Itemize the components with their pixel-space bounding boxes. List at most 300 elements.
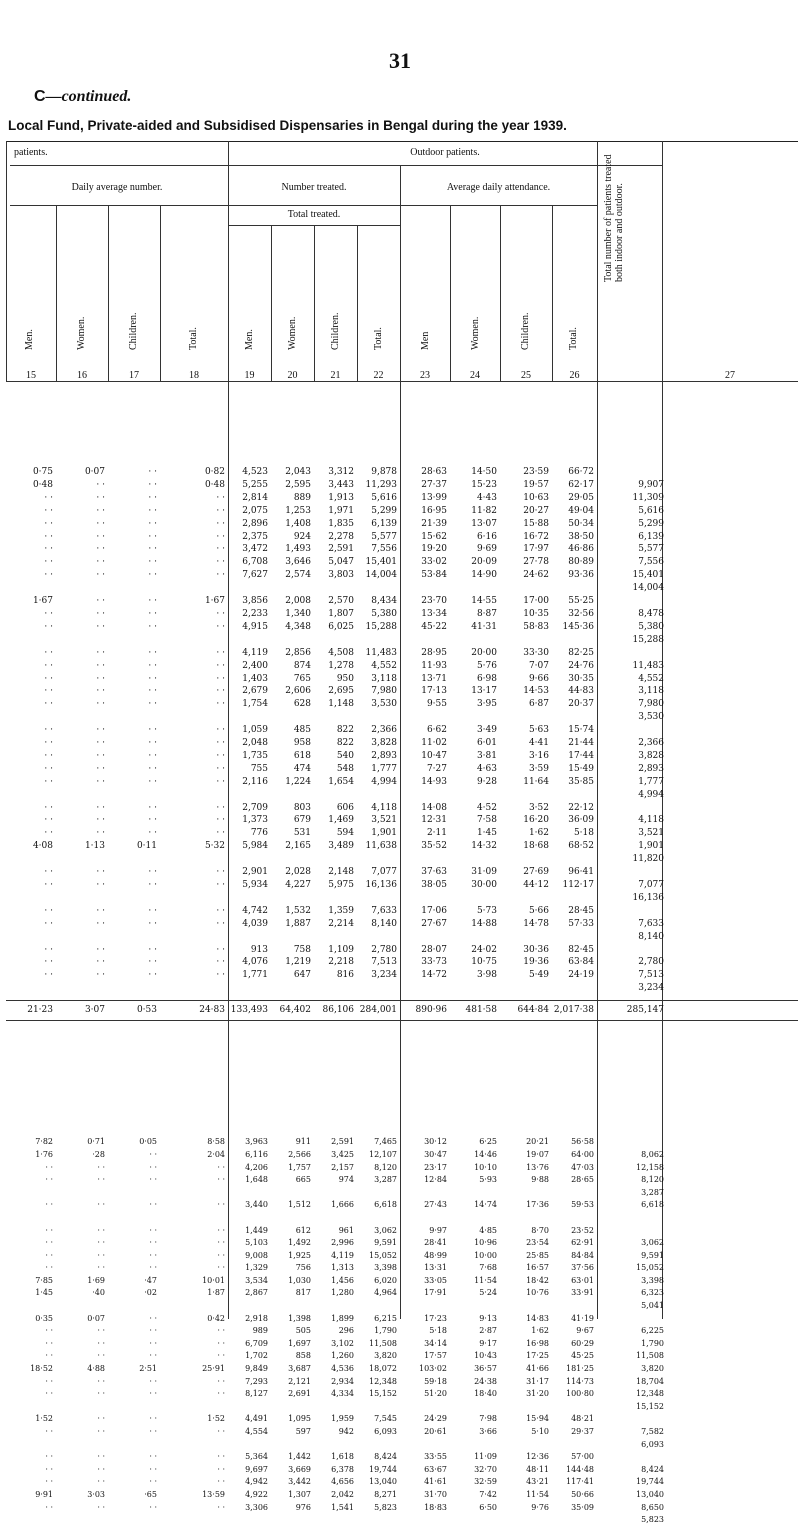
table-cell: · · [44,738,53,749]
table-cell [450,1438,500,1451]
table-cell: 9,907 [638,479,664,490]
table-cell: 8,424 [374,1452,397,1462]
table-cell [228,1400,271,1413]
table-pad [667,1325,733,1338]
table-cell: 1,373 [242,815,268,826]
table-cell: 7,980 [638,699,664,710]
table-cell: · · [216,905,225,916]
totals-top-rule [6,1000,798,1001]
table-cell: 9,591 [641,1250,664,1260]
table-cell: 989 [252,1326,268,1336]
table-cell: 3,534 [245,1275,268,1285]
table-cell: 531 [293,828,311,839]
table-cell: 2,566 [288,1149,311,1159]
table-pad [667,1149,733,1162]
table-pad [667,892,733,905]
table-cell: 958 [293,738,311,749]
table-pad [667,1426,733,1439]
table-cell: 6,116 [245,1149,268,1159]
table-cell [357,1212,400,1225]
table-cell: · · [96,505,105,516]
table-row [6,750,733,763]
table-cell: 13·59 [202,1489,225,1499]
table-cell: 7,293 [245,1376,268,1386]
table-cell: · · [96,815,105,826]
table-cell: 5,041 [641,1301,664,1311]
table-cell: · · [97,1414,105,1424]
table-cell [6,634,56,647]
table-cell: 0·48 [32,479,53,490]
table-cell: 3,425 [331,1149,354,1159]
table-cell: 20·00 [471,647,497,658]
table-cell [400,1300,450,1313]
table-cell: 15·74 [568,725,594,736]
table-cell: 2,591 [328,544,354,555]
table-cell: 3·16 [528,750,549,761]
table-cell [108,853,160,866]
table-cell: 803 [293,802,311,813]
table-cell: 6·50 [479,1502,497,1512]
table-row [6,1413,733,1426]
table-cell: · · [149,1427,157,1436]
table-cell: 2,934 [331,1376,354,1386]
table-cell [56,1212,108,1225]
table-row [6,1325,733,1338]
table-cell: 7,556 [638,557,664,568]
header-col-20: Women. [287,316,298,350]
table-row [6,1136,733,1149]
table-cell [160,931,228,944]
table-cell: · · [148,738,157,749]
table-cell: 1·87 [207,1288,225,1298]
table-cell [271,1400,314,1413]
table-cell: 37·56 [571,1263,594,1273]
table-cell: 3,287 [641,1187,664,1197]
table-cell [597,905,667,918]
table-cell: 14·78 [523,918,549,929]
table-cell: 4,491 [245,1414,268,1424]
table-cell [56,789,108,802]
table-cell: 2,042 [331,1489,354,1499]
table-pad [667,1262,733,1275]
table-cell [500,582,552,595]
table-cell: 46·86 [568,544,594,555]
table-cell: · · [217,1351,225,1361]
table-cell: 117·41 [566,1477,594,1487]
table-cell [6,582,56,595]
table-cell [450,711,500,724]
table-cell: · · [149,1162,157,1172]
table-cell: 15,401 [632,570,664,581]
table-cell: 3,062 [374,1225,397,1235]
table-cell [597,1413,667,1426]
table-pad [667,1400,733,1413]
table-row [6,840,733,853]
table-cell: 4,915 [242,621,268,632]
table-cell [271,1186,314,1199]
table-cell: 45·22 [421,621,447,632]
table-cell [400,789,450,802]
colnum: 19 [244,370,255,381]
table-pad [667,1413,733,1426]
rule [160,205,161,381]
table-pad [667,1161,733,1174]
header-daily-average: Daily average number. [71,182,163,193]
table-cell: 18·83 [424,1502,447,1512]
table-cell: 2,591 [331,1137,354,1147]
table-cell: · · [217,1225,225,1235]
table-cell: 11·64 [523,776,549,787]
table-cell: 755 [250,763,268,774]
table-cell [552,1400,597,1413]
table-cell: 35·52 [421,841,447,852]
table-pad [667,840,733,853]
table-cell: 4,118 [371,802,397,813]
table-pad [667,608,733,621]
table-cell: 17·13 [421,686,447,697]
table-cell: 7·85 [35,1275,53,1285]
table-cell: 13·76 [526,1162,549,1172]
table-cell [228,634,271,647]
table-cell [500,1514,552,1526]
rule [6,381,798,382]
table-cell: · · [216,763,225,774]
table-cell: 24·19 [568,970,594,981]
table-cell [597,1312,667,1325]
table-cell: ·02 [144,1288,157,1298]
table-cell: · · [44,686,53,697]
table-cell: 5·32 [204,841,225,852]
table-cell [314,892,357,905]
table-cell: 33·55 [424,1452,447,1462]
table-cell: 3,234 [638,983,664,994]
table-cell: 2·51 [139,1364,157,1374]
table-pad [667,918,733,931]
table-cell: · · [148,905,157,916]
table-cell [552,982,597,995]
table-cell: 6,378 [331,1464,354,1474]
table-cell [56,892,108,905]
table-cell: · · [44,673,53,684]
table-cell: 14·50 [471,467,497,477]
table-cell: 6,618 [374,1200,397,1210]
table-pad [667,763,733,776]
table-cell: 9,008 [245,1250,268,1260]
table-cell: · · [217,1452,225,1462]
table-cell: 3,521 [371,815,397,826]
table-cell: 4·43 [476,492,497,503]
table-cell: 11·93 [421,660,447,671]
table-cell: 11·02 [421,738,447,749]
table-cell: 2,595 [285,479,311,490]
table-cell: 18·42 [526,1275,549,1285]
table-cell: · · [216,673,225,684]
table-cell: · · [44,699,53,710]
table-cell [400,711,450,724]
table-cell: 5,299 [638,518,664,529]
table-cell [160,1212,228,1225]
table-cell: 30·36 [523,944,549,955]
table-cell [500,789,552,802]
table-cell: · · [149,1263,157,1273]
table-cell: 10·00 [474,1250,497,1260]
table-cell: 7,633 [371,905,397,916]
table-row [6,789,733,802]
table-cell: 540 [336,750,354,761]
table-cell: · · [148,647,157,658]
table-cell: 1·62 [531,1326,549,1336]
table-cell: · · [216,738,225,749]
table-cell: 3,234 [371,970,397,981]
table-cell: · · [96,647,105,658]
table-row [6,944,733,957]
table-cell: 7,556 [371,544,397,555]
table-cell [56,853,108,866]
table-cell: · · [148,531,157,542]
table-cell: 18,072 [369,1364,397,1374]
table-cell: 5,103 [245,1238,268,1248]
table-cell: 758 [293,944,311,955]
table-row [6,1476,733,1489]
table-cell: 4·85 [479,1225,497,1235]
table-cell: 23·59 [523,467,549,477]
table-cell [228,1186,271,1199]
table-cell: 13,040 [369,1477,397,1487]
table-cell: · · [148,970,157,981]
table-cell [450,1186,500,1199]
table-cell: 7,513 [638,970,664,981]
table-cell: · · [216,518,225,529]
table-cell: · · [217,1389,225,1399]
table-cell: 15·88 [523,518,549,529]
table-cell: · · [148,621,157,632]
table-cell: 14,004 [632,583,664,594]
table-cell: 2,218 [328,957,354,968]
table-cell: 12,348 [369,1376,397,1386]
table-cell: 3,102 [331,1338,354,1348]
table-cell [160,892,228,905]
table-cell: 1,313 [331,1263,354,1273]
table-cell [400,982,450,995]
table-cell: 2,121 [288,1376,311,1386]
table-cell: 16·95 [421,505,447,516]
table-cell [108,1186,160,1199]
table-cell: 5·10 [531,1427,549,1436]
table-cell: 889 [293,492,311,503]
table-cell [271,582,314,595]
table-cell [552,853,597,866]
table-cell: 19,744 [636,1477,664,1487]
table-cell: 1,913 [328,492,354,503]
table-cell: · · [97,1502,105,1512]
table-cell: · · [149,1464,157,1474]
table-cell: 33·30 [523,647,549,658]
table-cell: 100·80 [566,1389,594,1399]
table-cell: 1,030 [288,1275,311,1285]
table-cell: 612 [295,1225,311,1235]
table-pad [667,1312,733,1325]
table-cell: 10·10 [474,1162,497,1172]
table-cell: 2,278 [328,531,354,542]
table-cell: 7·68 [479,1263,497,1273]
header-number-treated: Number treated. [281,182,347,193]
table-cell: · · [149,1149,157,1159]
table-cell: · · [44,544,53,555]
table-cell: 29·05 [568,492,594,503]
table-row [6,814,733,827]
table-cell: 1,807 [328,608,354,619]
table-cell: · · [96,802,105,813]
table-cell [271,789,314,802]
colnum: 22 [373,370,384,381]
table-cell [160,711,228,724]
table-cell: · · [45,1250,53,1260]
table-cell [450,892,500,905]
table-cell: 33·02 [421,557,447,568]
table-cell: 21·44 [568,738,594,749]
table-cell: 1,959 [331,1414,354,1424]
table-cell: 1,340 [285,608,311,619]
table-cell: · · [216,505,225,516]
table-cell: 9,697 [245,1464,268,1474]
table-cell: · · [44,776,53,787]
table-cell [228,1438,271,1451]
table-cell: · · [149,1502,157,1512]
table-cell: 594 [336,828,354,839]
table-cell: 8,650 [641,1502,664,1512]
table-cell: · · [96,763,105,774]
table-cell [228,1300,271,1313]
table-pad [667,853,733,866]
table-cell [314,1514,357,1526]
table-cell: · · [97,1200,105,1210]
table-cell: 9·97 [429,1225,447,1235]
table-cell: · · [45,1351,53,1361]
table-cell: 2·87 [479,1326,497,1336]
table-cell: 4·08 [32,841,53,852]
table-cell [597,802,667,815]
table-row [6,1350,733,1363]
table-cell: 8,271 [374,1489,397,1499]
table-cell: 3,440 [245,1200,268,1210]
table-cell: 285,147 [626,1005,664,1015]
table-cell [160,789,228,802]
table-cell: 1,887 [285,918,311,929]
table-cell: 3,828 [371,738,397,749]
table-cell [597,1212,667,1225]
table-cell [160,634,228,647]
table-cell: 1,835 [328,518,354,529]
table-cell: 5,380 [638,621,664,632]
table-cell: 3,521 [638,828,664,839]
table-cell: 20·37 [568,699,594,710]
table-cell: 13·99 [421,492,447,503]
table-cell: 62·17 [568,479,594,490]
table-cell: · · [44,880,53,890]
table-cell: 32·70 [474,1464,497,1474]
table-pad [667,1174,733,1187]
table-pad [667,1489,733,1502]
table-cell: 1,702 [245,1351,268,1361]
table-cell: · · [97,1326,105,1336]
table-cell [6,1212,56,1225]
table-cell: 2,366 [638,738,664,749]
table-cell: · · [44,763,53,774]
table-row [6,1375,733,1388]
table-cell: 3,306 [245,1502,268,1512]
table-cell: 1,757 [288,1162,311,1172]
table-cell: 1,329 [245,1263,268,1273]
table-pad [667,969,733,982]
table-row [6,531,733,544]
header-col-18: Total. [188,327,199,350]
table-cell: 2,400 [242,660,268,671]
table-pad [667,505,733,518]
table-cell: 0·07 [87,1313,105,1323]
table-cell: 41·19 [571,1313,594,1323]
table-cell: · · [216,867,225,878]
table-cell: 606 [336,802,354,813]
table-cell [56,1514,108,1526]
table-pad [667,1186,733,1199]
table-cell: 27·69 [523,867,549,878]
table-pad [667,1438,733,1451]
table-cell: 5,823 [374,1502,397,1512]
table-cell: 17·91 [424,1288,447,1298]
table-cell: 505 [295,1326,311,1336]
table-cell [56,1186,108,1199]
table-cell: 16·72 [523,531,549,542]
section-heading [34,88,131,106]
table-cell: 38·05 [421,880,447,890]
table-cell: · · [216,621,225,632]
table-cell: 4,922 [245,1489,268,1499]
table-cell: 29·37 [571,1427,594,1436]
table-cell: 7·42 [479,1489,497,1499]
table-cell: 13·71 [421,673,447,684]
table-pad [667,814,733,827]
table-cell: 911 [295,1137,311,1147]
table-cell: 1,278 [328,660,354,671]
table-cell: 5,975 [328,880,354,890]
table-pad [667,1224,733,1237]
table-cell: 1,456 [331,1275,354,1285]
table-pad [667,634,733,647]
table-cell [271,892,314,905]
table-cell: 4,227 [285,880,311,890]
table-row [6,918,733,931]
table-cell: 6,323 [641,1288,664,1298]
table-cell: 15,152 [636,1401,664,1411]
table-cell: · · [97,1477,105,1487]
table-cell: 7,545 [374,1414,397,1424]
table-cell: 2,814 [242,492,268,503]
table-cell: 5,577 [371,531,397,542]
table-cell: 1·52 [35,1414,53,1424]
table-cell: 974 [338,1175,354,1185]
table-cell: 30·12 [424,1137,447,1147]
table-cell: 6·25 [479,1137,497,1147]
table-cell: 4,206 [245,1162,268,1172]
table-cell: 18,704 [636,1376,664,1386]
table-cell: 1,219 [285,957,311,968]
table-cell: 64,402 [279,1005,311,1015]
table-cell: 3,820 [641,1364,664,1374]
table-cell: 1·62 [528,828,549,839]
table-pad [667,1287,733,1300]
table-pad [667,1199,733,1212]
table-cell: 15,052 [369,1250,397,1260]
